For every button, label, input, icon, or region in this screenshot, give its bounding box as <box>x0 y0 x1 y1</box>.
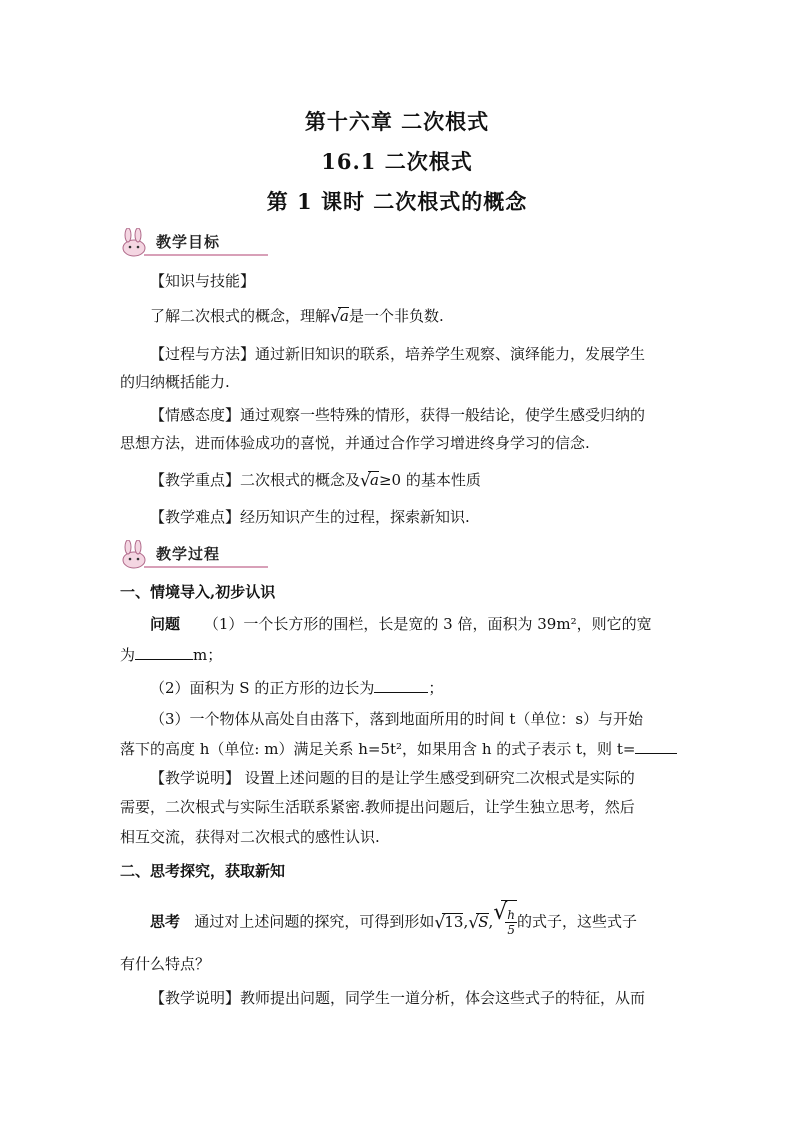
emotion-label: 【情感态度】 <box>150 406 241 424</box>
fraction-numerator: h <box>507 908 516 922</box>
knowledge-text-a: 了解二次根式的概念，理解 <box>150 307 331 325</box>
think-line-1: 思考 通过对上述问题的探究，可得到形如 √ 13, √ S, √ $\frac{h}{5}$ 的式子，这些式子 <box>150 900 638 937</box>
badge-underline <box>144 254 268 256</box>
section-1-heading: 一、情境导入,初步认识 <box>120 583 276 601</box>
radicand-s: S <box>478 912 489 931</box>
question-1-suffix: m； <box>193 646 223 664</box>
key-text-b: ≥0 的基本性质 <box>378 471 481 489</box>
note-2-label: 【教学说明】 <box>150 989 241 1007</box>
difficulty-line <box>150 506 680 528</box>
answer-blank[interactable] <box>635 737 677 754</box>
section-title: 16.1 二次根式 <box>321 149 473 174</box>
emotion-line-2: 思想方法，进而体验成功的喜悦，并通过合作学习增进终身学习的信念. <box>120 434 590 452</box>
note-1-line-3: 相互交流，获得对二次根式的感性认识. <box>120 828 380 846</box>
process-badge-label: 教学过程 <box>156 545 221 563</box>
method-line-1 <box>150 343 680 365</box>
radicand: a <box>370 471 379 489</box>
note-label: 【教学说明】 <box>150 769 241 787</box>
sqrt-a-expression: √ a <box>330 307 349 327</box>
emotion-line-1 <box>150 404 680 426</box>
problem-label: 问题 <box>150 615 181 633</box>
lesson-title: 第 1 课时 二次根式的概念 <box>266 189 528 214</box>
radicand-13: 13 <box>444 912 464 931</box>
note-1-line-1 <box>150 767 680 789</box>
knowledge-text <box>150 305 680 327</box>
fraction-denominator: 5 <box>507 923 515 937</box>
method-line-2: 的归纳概括能力. <box>120 373 230 391</box>
think-line-2: 有什么特点？ <box>120 955 211 973</box>
think-text-a: 通过对上述问题的探究，可得到形如 <box>194 912 435 931</box>
key-text-a: 二次根式的概念及 <box>240 471 361 489</box>
note-2-text: 教师提出问题，同学生一道分析，体会这些式子的特征，从而 <box>240 989 646 1007</box>
sqrt-a-expression: √ a <box>360 471 379 491</box>
note-text-1: 设置上述问题的目的是让学生感受到研究二次根式是实际的 <box>240 769 635 787</box>
question-3-text: 落下的高度 h（单位: m）满足关系 h=5t²，如果用含 h 的式子表示 t，则 t= <box>120 740 636 758</box>
question-2-suffix: ； <box>428 679 444 697</box>
knowledge-heading: 【知识与技能】 <box>150 272 256 290</box>
answer-blank[interactable] <box>135 643 193 660</box>
question-1-line-2 <box>120 643 680 666</box>
process-badge <box>118 540 268 570</box>
sqrt-s-expression: √ S <box>468 912 489 933</box>
key-label: 【教学重点】 <box>150 471 241 489</box>
emotion-text-1: 通过观察一些特殊的情形，获得一般结论，使学生感受归纳的 <box>240 406 646 424</box>
key-point-line <box>150 469 680 491</box>
question-3-line-1: （3）一个物体从高处自由落下，落到地面所用的时间 t（单位：s）与开始 <box>150 710 644 728</box>
question-1-prefix: 为 <box>120 646 136 664</box>
answer-blank[interactable] <box>374 676 428 693</box>
difficulty-label: 【教学难点】 <box>150 508 241 526</box>
goals-badge-label: 教学目标 <box>156 233 221 251</box>
method-text-1: 通过新旧知识的联系，培养学生观察、演绎能力，发展学生 <box>255 345 646 363</box>
question-1-line-1 <box>150 613 680 635</box>
knowledge-text-b: 是一个非负数. <box>348 307 444 325</box>
think-label: 思考 <box>150 912 181 931</box>
method-label: 【过程与方法】 <box>150 345 256 363</box>
chapter-title: 第十六章 二次根式 <box>304 109 490 134</box>
think-text-b: 的式子，这些式子 <box>517 912 638 931</box>
sqrt-h-over-5-expression: √ $\frac{h}{5}$ <box>493 900 516 937</box>
section-2-heading: 二、思考探究，获取新知 <box>120 862 286 880</box>
radicand: a <box>340 307 349 325</box>
question-3-line-2 <box>120 737 680 760</box>
note-2-line <box>150 987 680 1009</box>
difficulty-text: 经历知识产生的过程，探索新知识. <box>240 508 470 526</box>
goals-badge <box>118 228 268 258</box>
question-1-text: （1）一个长方形的围栏，长是宽的 3 倍，面积为 39m²，则它的宽 <box>203 615 652 633</box>
sqrt-13-expression: √ 13 <box>434 912 464 933</box>
question-2-line <box>150 676 680 699</box>
badge-underline <box>144 566 268 568</box>
question-2-text: （2）面积为 S 的正方形的边长为 <box>150 679 375 697</box>
note-1-line-2: 需要，二次根式与实际生活联系紧密.教师提出问题后，让学生独立思考，然后 <box>120 798 635 816</box>
